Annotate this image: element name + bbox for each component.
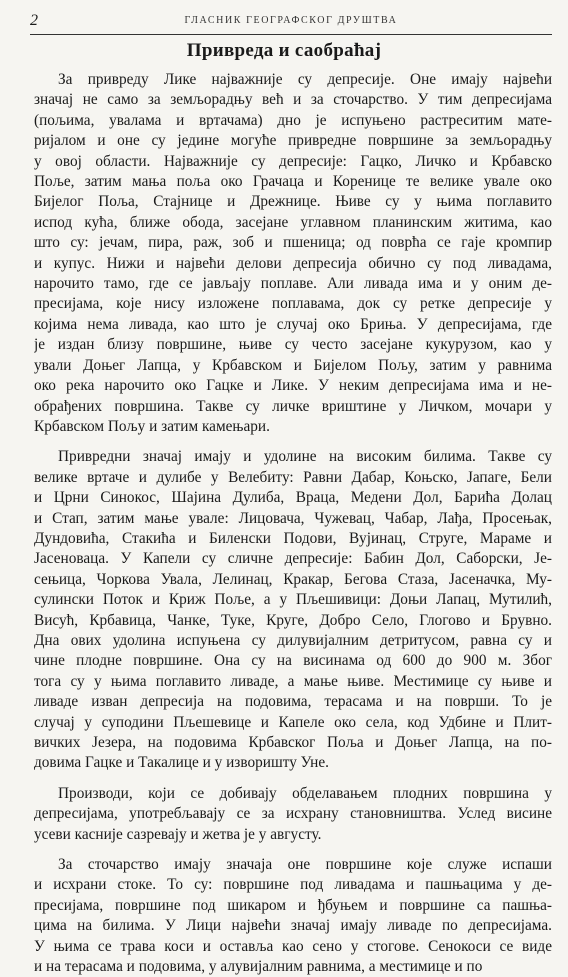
text-line: и Црни Синокос, Шајина Дулиба, Враца, Медени Дол, Барића Долац [34, 489, 552, 507]
text-line: депресијама, употребљавају се за исхрану становништва. Услед висине [34, 805, 552, 823]
text-line: цима на билима. У Лици највећи значај имају ливаде по депресијама. [34, 917, 552, 935]
body-text [34, 70, 552, 977]
page-number: 2 [30, 12, 38, 29]
paragraph-gap [34, 437, 552, 447]
text-line: Јасеноваца. У Капели су сличне депресије: Бабин Дол, Саборски, Је- [34, 550, 552, 568]
text-line: Крбавском Пољу и затим камењари. [34, 417, 270, 435]
text-line: пресијама, које нису изложене поплавама, док су ретке депресије у [34, 295, 552, 313]
text-line: усеви касније сазревају и жетва је у августу. [34, 825, 322, 843]
paragraph-gap [34, 774, 552, 784]
text-line: Привредни значај имају и удолине на високим билима. Такве су [58, 448, 552, 466]
text-line: велике вртаче и дулибе у Велебиту: Равни Дабар, Коњско, Јапаге, Бели [34, 468, 552, 486]
text-line: пресијама, површине под шикаром и ђбуњем и површине са пашња- [34, 896, 552, 914]
paragraph [34, 784, 552, 845]
text-line: Поље, затим мања поља око Грачаца и Коренице те велике увале око [34, 173, 552, 191]
text-line: нарочито тамо, где се јављају поплаве. Али ливада има и у оним де- [34, 275, 552, 293]
text-line: значај не само за земљорадњу већ и за сточарство. У тим депресијама [34, 91, 552, 109]
text-line: Производи, који се добивају обделавањем плодних површина у [58, 784, 552, 802]
text-line: вичких Језера, на подовима Крбавског Поља и Доњег Лапца, на по- [34, 734, 552, 751]
text-line: и Стап, затим мање увале: Лицовача, Чужевац, Чабар, Лађа, Просењак, [34, 509, 552, 527]
text-line: тога су у њима поглавито ливаде, а мање њиве. Местимице су њиве и [34, 672, 552, 690]
text-line: сулински Поток и Криж Поље, а у Пљешивици: Доњи Лапац, Мутилић, [34, 591, 552, 609]
text-line: испод кућа, ближе обода, засејане углавном планинским житима, као [34, 213, 552, 231]
text-line: што су: јечам, пира, раж, зоб и пшеница; од поврћа се гаје кромпир [34, 234, 552, 252]
text-line: За сточарство имају значаја оне површине које служе испаши [58, 856, 552, 874]
text-line: сењица, Чоркова Увала, Лелинац, Кракар, Беговa Стаза, Јасеначка, Му- [34, 570, 552, 588]
text-line: чине плодне површине. Она су на висинама од 600 до 900 м. Због [34, 652, 552, 670]
text-line: ливаде изван депресија на подовима, терасама и на површи. То је [34, 693, 552, 711]
text-line: обрађених површина. Такве су личке вриштине у Личком, мочари у [34, 397, 552, 415]
paragraph [34, 855, 552, 977]
paragraph [34, 447, 552, 774]
text-line: У њима се трава коси и оставља као сено у стогове. Сенокоси се виде [34, 937, 552, 955]
text-line: случај у суподини Пљешевице и Капеле око села, код Удбине и Плит- [34, 713, 552, 731]
paragraph [34, 70, 552, 437]
text-line: и исхрани стоке. То су: површине под ливадама и пашњацима у де- [34, 876, 552, 894]
text-line: ували Доњег Лапца, у Крбавском и Бијелом Пољу, затим у равнима [34, 356, 552, 374]
text-line: око река нарочито око Гацке и Лике. У неким депресијама има и не- [34, 377, 552, 395]
page-header [30, 10, 552, 35]
text-line: (пољима, увалама и вртачама) дно је испуњено растреситим матe- [34, 111, 552, 129]
text-line: ријалом и оне су једине могуће привредне површине за земљорадњу [34, 132, 552, 150]
text-line: којима нема ливада, као што је случај око Бриња. У депресијама, где [34, 315, 552, 333]
text-line: и на терасама и подовима, у алувијалним равнима, а местимице и по [34, 958, 483, 976]
text-line: и купус. Нижи и највећи делови депресија обично су под ливадама, [34, 254, 552, 272]
text-line: у овој области. Најважније су депресије: Гацко, Личко и Крбавско [34, 152, 552, 170]
text-line: За привреду Лике најважније су депресије. Оне имају највећи [58, 71, 552, 88]
text-line: довима Гацке и Такалице и у изворишту Уне. [34, 754, 329, 772]
section-title: Привреда и саобраћај [186, 40, 382, 61]
text-line: Дна ових удолина испуњена су дилувијалним детритусом, равна су и [34, 631, 552, 649]
text-line: Дундовића, Стакића и Биленски Подови, Вујинац, Струге, Мараме и [34, 529, 552, 547]
text-line: Бијелог Поља, Стајнице и Дрежнице. Њиве су у њима поглавито [34, 193, 552, 211]
text-line: Висућ, Крбавица, Чанке, Туке, Круге, Добро Село, Глогово и Брувно. [34, 611, 552, 629]
running-head: ГЛАСНИК ГЕОГРАФСКОГ ДРУШТВА [184, 15, 398, 26]
text-line: је издан близу површине, њиве су често засејане кукурузом, као у [34, 336, 552, 354]
paragraph-gap [34, 845, 552, 855]
